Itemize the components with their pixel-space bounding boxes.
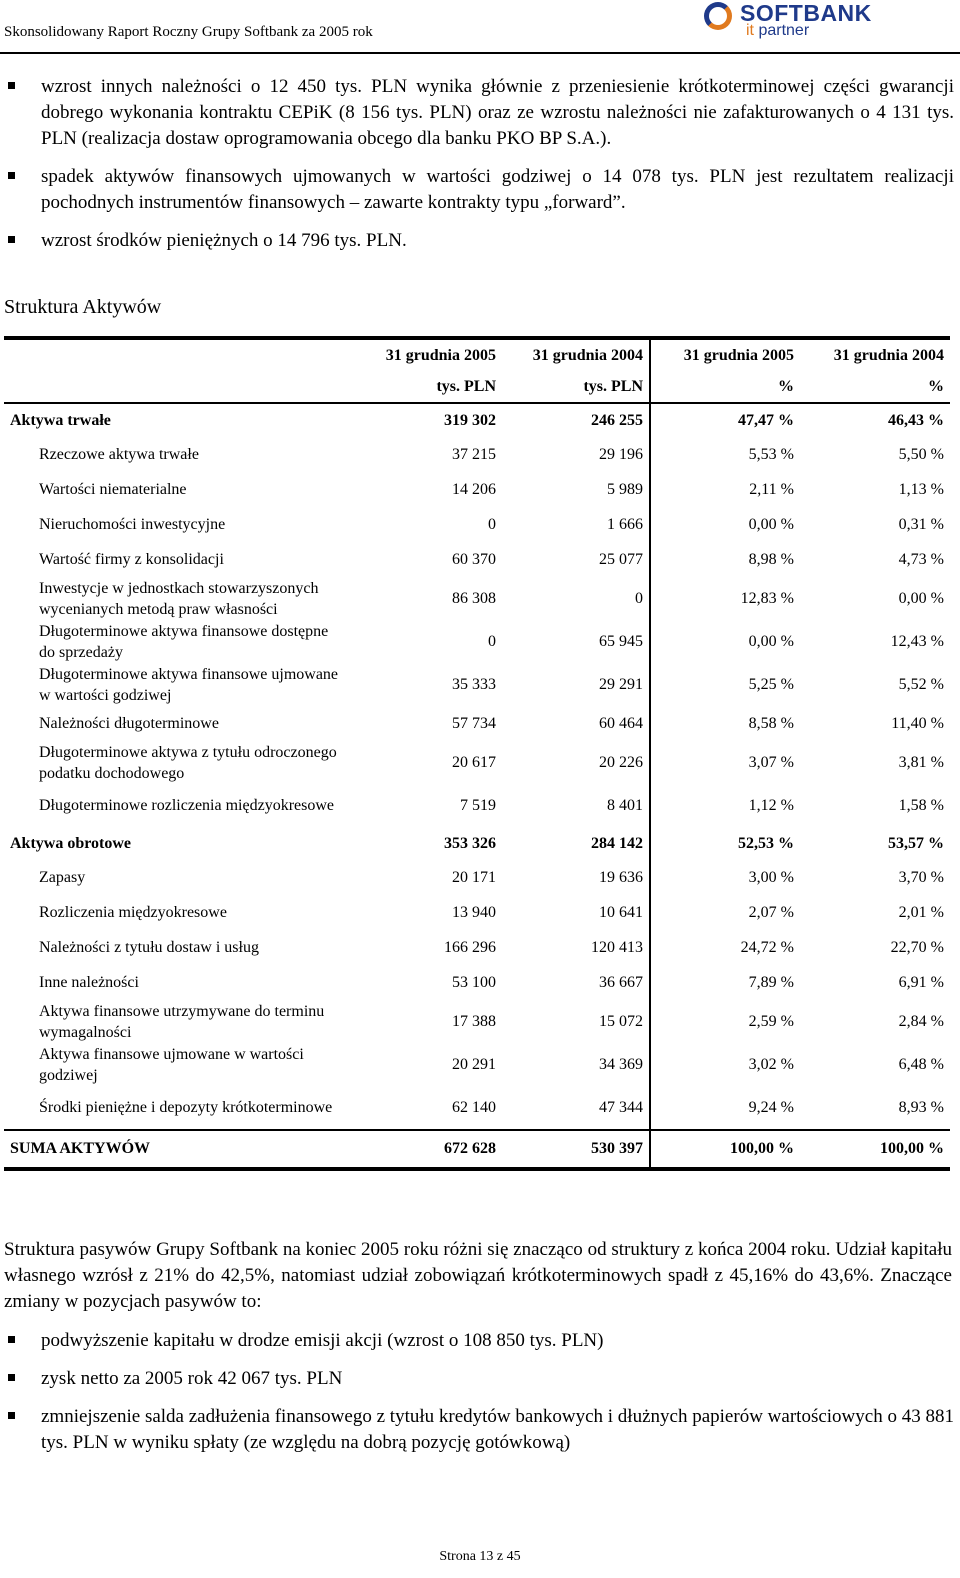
row-value: 29 291 <box>599 675 643 693</box>
bullet-item: zmniejszenie salda zadłużenia finansowego z tytułu kredytów bankowych i dłużnych papierów wartościowych o 43 881 tys. PLN w wyniku spłaty (ze względu na dobrą pozycję gotówkową) <box>4 1404 954 1456</box>
row-value: 19 636 <box>599 868 643 886</box>
row-value: 5,50 % <box>898 445 944 463</box>
row-value: 8,98 % <box>650 542 800 577</box>
row-value: 10 641 <box>599 903 643 921</box>
column-header: 31 grudnia 2004 <box>532 346 643 364</box>
row-label: Długoterminowe rozliczenia międzyokresowe <box>39 797 334 814</box>
row-value: 1,58 % <box>898 796 944 814</box>
row-value: 47,47 % <box>650 403 800 437</box>
row-value: 2,84 % <box>898 1012 944 1030</box>
row-value: 2,11 % <box>650 472 800 507</box>
header-divider <box>0 52 960 54</box>
table-row <box>4 577 950 620</box>
row-value: 17 388 <box>452 1012 496 1030</box>
row-value: 65 945 <box>599 632 643 650</box>
row-value: 5,53 % <box>650 437 800 472</box>
row-value: 1 666 <box>607 515 643 533</box>
row-value: 6,91 % <box>898 973 944 991</box>
table-row <box>4 663 950 706</box>
row-value: 5,52 % <box>898 675 944 693</box>
table-row <box>4 472 950 507</box>
table-row <box>4 827 950 860</box>
row-value: 0 <box>488 515 496 533</box>
table-row <box>4 1000 950 1043</box>
row-value: 53,57 % <box>888 834 944 852</box>
bullet-item: wzrost środków pieniężnych o 14 796 tys. PLN. <box>4 228 954 254</box>
section-title: Struktura Aktywów <box>4 296 162 318</box>
table-row <box>4 895 950 930</box>
row-value: 2,59 % <box>650 1000 800 1043</box>
row-value: 6,48 % <box>898 1055 944 1073</box>
table-row <box>4 860 950 895</box>
row-label: Długoterminowe aktywa finansowe dostępne do sprzedaży <box>39 622 329 661</box>
table-row <box>4 706 950 741</box>
row-value: 0,00 % <box>898 589 944 607</box>
document-header-title: Skonsolidowany Raport Roczny Grupy Softbank za 2005 rok <box>4 24 373 40</box>
row-value: 22,70 % <box>890 938 944 956</box>
row-value: 166 296 <box>444 938 496 956</box>
row-label: Długoterminowe aktywa z tytułu odroczonego podatku dochodowego <box>39 743 337 782</box>
row-value: 1,12 % <box>650 784 800 827</box>
row-value: 46,43 % <box>800 403 950 437</box>
row-value: 100,00 % <box>650 1130 800 1169</box>
table-row <box>4 437 950 472</box>
row-value: 3,70 % <box>898 868 944 886</box>
row-value: 0 <box>488 632 496 650</box>
row-value: 8 401 <box>607 796 643 814</box>
row-value: 60 464 <box>599 714 643 732</box>
row-label: Należności z tytułu dostaw i usług <box>39 939 259 956</box>
row-value: 1,13 % <box>898 480 944 498</box>
row-value: 53 100 <box>452 973 496 991</box>
row-value: 60 370 <box>452 550 496 568</box>
top-bullet-list <box>4 74 954 254</box>
bullet-item: podwyższenie kapitału w drodze emisji akcji (wzrost o 108 850 tys. PLN) <box>4 1328 954 1354</box>
row-value: 9,24 % <box>650 1086 800 1130</box>
bullet-item: wzrost innych należności o 12 450 tys. PLN wynika głównie z przeniesienie krótkoterminowej części gwarancji dobrego wykonania kontraktu CEPiK (8 156 tys. PLN) oraz ze wzrostu należności nie zafakturowanych o 4 131 tys. PLN (realizacja dostaw oprogramowania obcego dla banku PKO BP S.A.). <box>4 74 954 152</box>
table-row <box>4 1043 950 1086</box>
softbank-logo <box>700 0 880 46</box>
row-value: 62 140 <box>452 1098 496 1116</box>
bottom-bullet-list <box>4 1328 954 1456</box>
row-value: 319 302 <box>354 403 502 437</box>
row-value: 52,53 % <box>650 827 800 860</box>
logo-subtitle: it partner <box>746 22 810 39</box>
table-row <box>4 1130 950 1169</box>
row-label: Aktywa finansowe ujmowane w wartości godziwej <box>39 1045 304 1084</box>
row-label: Inwestycje w jednostkach stowarzyszonych wycenianych metodą praw własności <box>39 579 319 618</box>
bullet-item: spadek aktywów finansowych ujmowanych w wartości godziwej o 14 078 tys. PLN jest rezultatem realizacji pochodnych instrumentów finansowych – zawarte kontrakty typu „forward”. <box>4 164 954 216</box>
row-value: 7 519 <box>460 796 496 814</box>
table-row <box>4 784 950 827</box>
row-value: 36 667 <box>599 973 643 991</box>
row-value: 0,00 % <box>650 507 800 542</box>
row-value: 4,73 % <box>898 550 944 568</box>
row-label: Rzeczowe aktywa trwałe <box>39 446 199 463</box>
row-value: 20 617 <box>452 753 496 771</box>
table-row <box>4 542 950 577</box>
row-value: 120 413 <box>591 938 643 956</box>
logo-wordmark: SOFTBANK <box>740 0 872 26</box>
row-value: 5,25 % <box>650 663 800 706</box>
table-row <box>4 930 950 965</box>
row-value: 284 142 <box>591 834 643 852</box>
row-value: 35 333 <box>452 675 496 693</box>
bullet-item: zysk netto za 2005 rok 42 067 tys. PLN <box>4 1366 954 1392</box>
row-label: SUMA AKTYWÓW <box>4 1130 354 1169</box>
row-value: 3,07 % <box>650 741 800 784</box>
row-value: 14 206 <box>452 480 496 498</box>
table-row <box>4 507 950 542</box>
row-value: 20 291 <box>452 1055 496 1073</box>
table-header-units <box>4 371 950 403</box>
row-value: 5 989 <box>607 480 643 498</box>
row-value: 57 734 <box>452 714 496 732</box>
column-header: 31 grudnia 2005 <box>385 346 496 364</box>
row-value: 0,00 % <box>650 620 800 663</box>
table-row <box>4 620 950 663</box>
row-value: 24,72 % <box>650 930 800 965</box>
row-value: 34 369 <box>599 1055 643 1073</box>
row-value: 672 628 <box>354 1130 502 1169</box>
row-value: 246 255 <box>502 403 650 437</box>
row-label: Aktywa finansowe utrzymywane do terminu wymagalności <box>39 1002 325 1041</box>
liabilities-paragraph: Struktura pasywów Grupy Softbank na koniec 2005 roku różni się znacząco od struktury z końca 2004 roku. Udział kapitału własnego wzrósł z 21% do 42,5%, natomiast udział zobowiązań krótkoterminowych spadł z 45,16% do 43,6%. Znaczące zmiany w pozycjach pasywów to: <box>4 1239 952 1312</box>
row-label: Rozliczenia międzyokresowe <box>39 904 227 921</box>
row-value: 12,43 % <box>890 632 944 650</box>
column-header: 31 grudnia 2005 <box>650 338 800 371</box>
row-value: 8,93 % <box>898 1098 944 1116</box>
table-row <box>4 1086 950 1130</box>
page-number: Strona 13 z 45 <box>439 1549 521 1564</box>
column-unit: % <box>650 371 800 403</box>
column-unit: tys. PLN <box>436 377 496 395</box>
row-value: 353 326 <box>444 834 496 852</box>
logo-mark-icon <box>704 2 732 30</box>
row-value: 25 077 <box>599 550 643 568</box>
row-value: 0 <box>635 589 643 607</box>
row-label: Inne należności <box>39 974 139 991</box>
row-value: 86 308 <box>452 589 496 607</box>
row-value: 12,83 % <box>650 577 800 620</box>
row-value: 0,31 % <box>898 515 944 533</box>
row-value: 530 397 <box>502 1130 650 1169</box>
row-value: 2,01 % <box>898 903 944 921</box>
row-value: 20 171 <box>452 868 496 886</box>
row-label: Wartości niematerialne <box>39 481 187 498</box>
row-value: 37 215 <box>452 445 496 463</box>
row-value: 29 196 <box>599 445 643 463</box>
row-label: Środki pieniężne i depozyty krótkoterminowe <box>39 1099 333 1116</box>
row-value: 3,00 % <box>650 860 800 895</box>
row-value: 2,07 % <box>650 895 800 930</box>
table-row <box>4 965 950 1000</box>
row-value: 8,58 % <box>650 706 800 741</box>
table-row <box>4 403 950 437</box>
row-value: 3,02 % <box>650 1043 800 1086</box>
row-value: 7,89 % <box>650 965 800 1000</box>
table-row <box>4 741 950 784</box>
row-label: Aktywa trwałe <box>4 403 354 437</box>
row-value: 11,40 % <box>891 714 944 732</box>
row-value: 100,00 % <box>800 1130 950 1169</box>
column-unit: tys. PLN <box>583 377 643 395</box>
row-label: Należności długoterminowe <box>39 715 219 732</box>
row-label: Wartość firmy z konsolidacji <box>39 551 224 568</box>
row-label: Nieruchomości inwestycyjne <box>39 516 226 533</box>
row-label: Zapasy <box>39 869 86 886</box>
row-value: 20 226 <box>599 753 643 771</box>
assets-structure-table <box>4 336 950 1171</box>
column-unit: % <box>928 377 944 395</box>
column-header: 31 grudnia 2004 <box>833 346 944 364</box>
row-value: 13 940 <box>452 903 496 921</box>
row-value: 15 072 <box>599 1012 643 1030</box>
row-label: Długoterminowe aktywa finansowe ujmowane w wartości godziwej <box>39 665 339 704</box>
row-label: Aktywa obrotowe <box>10 834 132 852</box>
row-value: 47 344 <box>599 1098 643 1116</box>
row-value: 3,81 % <box>898 753 944 771</box>
table-header-dates <box>4 338 950 371</box>
